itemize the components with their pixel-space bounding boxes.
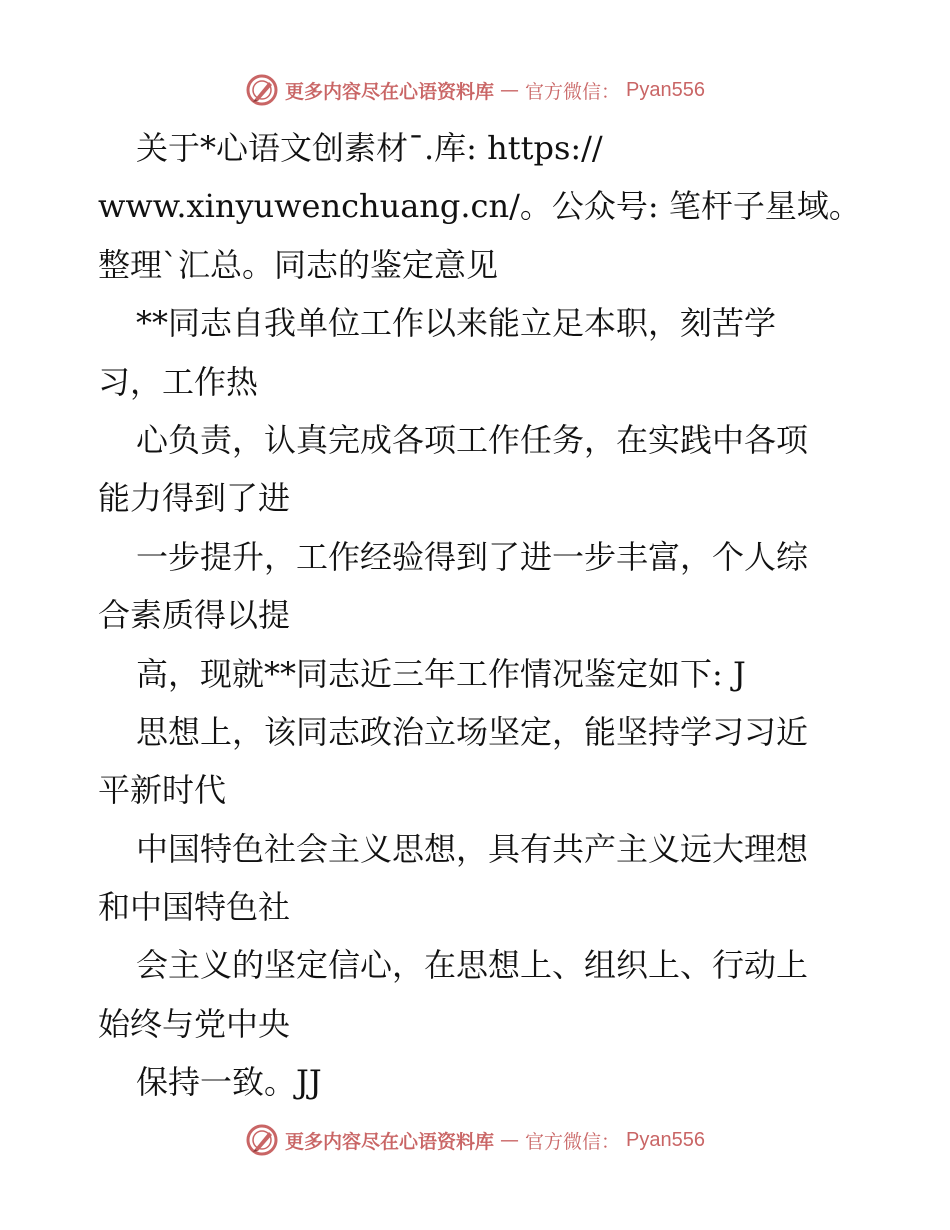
body-line: 能力得到了进: [98, 479, 291, 518]
body-line: www.xinyuwenchuang.cn/。公众号: 笔杆子星域。: [98, 187, 861, 226]
body-line: 思想上，该同志政治立场坚定，能坚持学习习近: [136, 712, 809, 751]
body-line: 中国特色社会主义思想，具有共产主义远大理想: [136, 829, 809, 868]
body-line: **同志自我单位工作以来能立足本职，刻苦学: [136, 304, 777, 343]
body-line: 习，工作热: [98, 362, 259, 401]
body-line: 始终与党中央: [98, 1004, 291, 1043]
body-line: 关于*心语文创素材¯.库: https://: [136, 129, 603, 167]
body-line: 平新时代: [98, 771, 227, 810]
body-line: 心负责，认真完成各项工作任务，在实践中各项: [136, 420, 809, 459]
pen-logo-icon: [245, 73, 279, 107]
header-banner-wechat-label: 官方微信：: [525, 80, 621, 103]
header-banner-title: 更多内容尽在心语资料库: [285, 80, 495, 103]
footer-banner-dash: —: [500, 1129, 520, 1151]
footer-banner-wechat-id: Pyan556: [626, 1128, 705, 1151]
body-line: 整理`汇总。同志的鉴定意见: [98, 245, 499, 284]
footer-watermark-banner: [0, 1120, 950, 1160]
header-banner-dash: —: [500, 79, 520, 101]
footer-banner-title: 更多内容尽在心语资料库: [285, 1130, 495, 1153]
document-body: [98, 119, 861, 1112]
body-line: 和中国特色社: [98, 888, 291, 927]
body-line: 保持一致。JJ: [136, 1063, 322, 1102]
pen-logo-icon: [245, 1123, 279, 1157]
body-line: 高，现就**同志近三年工作情况鉴定如下: J: [136, 654, 746, 693]
footer-banner-wechat-label: 官方微信：: [525, 1130, 621, 1153]
body-line: 合素质得以提: [98, 596, 291, 635]
body-line: 会主义的坚定信心，在思想上、组织上、行动上: [136, 946, 809, 985]
header-banner-wechat-id: Pyan556: [626, 78, 705, 101]
header-watermark-banner: [0, 70, 950, 110]
body-line: 一步提升，工作经验得到了进一步丰富，个人综: [136, 537, 809, 576]
